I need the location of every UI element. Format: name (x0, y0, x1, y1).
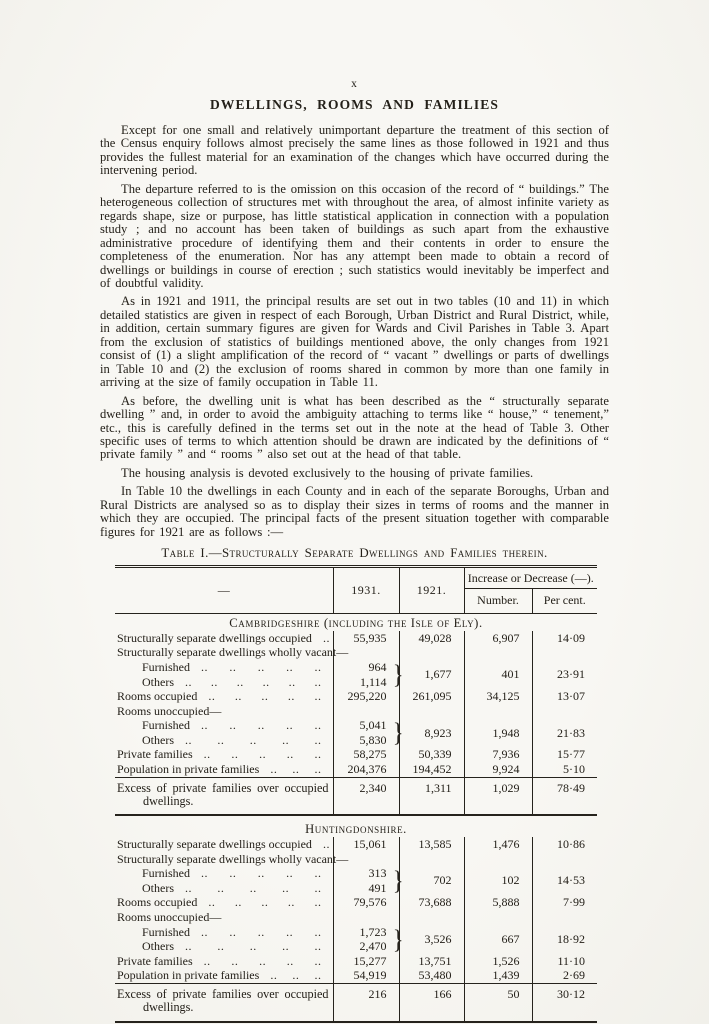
dot-leader-group: .. (322, 630, 330, 645)
cell-number: 1,948 (464, 719, 532, 748)
brace-icon: } (392, 660, 404, 690)
page-content (100, 0, 609, 1023)
table-row (115, 910, 597, 925)
dot-leader-group: .. (282, 732, 290, 747)
dot-leader-group: .. (292, 762, 300, 777)
dot-leader-group: .. (261, 689, 269, 704)
cell-1931: 1,723 (333, 925, 399, 940)
cell-1921 (392, 924, 464, 954)
dot-leader-group: .. (208, 689, 216, 704)
paragraph-6: In Table 10 the dwellings in each County and in each of the separate Boroughs, Urban and Rural Districts are analysed so as to display their sizes in terms of rooms and the manner in which they are occupied. The principal facts of the present situation together with comparable figures for 1921 are as follows :— (100, 484, 609, 539)
cell-number (464, 910, 532, 925)
dot-leader-group: .. (282, 939, 290, 954)
dot-leader-group: .. (203, 747, 211, 762)
dot-leader (259, 969, 331, 982)
cell-1931 (333, 704, 399, 719)
cell-1931: 204,376 (333, 763, 399, 778)
table-row (115, 660, 597, 675)
cell-percent: 7·99 (532, 896, 597, 911)
row-label-text: Others (142, 939, 174, 954)
cell-1921: 13,585 (399, 837, 464, 852)
table-row (115, 763, 597, 778)
cell-number (464, 704, 532, 719)
dot-leader-group: .. (210, 674, 218, 689)
row-label (115, 881, 333, 896)
cell-1921 (392, 866, 464, 896)
cell-1931: 79,576 (333, 896, 399, 911)
cell-percent: 21·83 (532, 719, 597, 748)
cell-1921-value: 1,677 (424, 667, 452, 682)
row-label (115, 896, 333, 911)
paragraph-5: The housing analysis is devoted exclusively to the housing of private families. (121, 465, 534, 480)
cell-1921 (399, 910, 464, 925)
cell-1921 (392, 718, 464, 748)
dot-leader-group: .. (201, 866, 208, 881)
dot-leader (174, 882, 332, 895)
dot-leader-group: .. (287, 689, 295, 704)
cell-number: 667 (464, 925, 532, 954)
row-label-flex (117, 940, 332, 953)
cell-1921-value: 3,526 (424, 931, 452, 946)
cell-1931: 216 (333, 984, 399, 1022)
row-label (115, 925, 333, 940)
cell-1921 (399, 852, 464, 867)
dot-leader-group: .. (231, 953, 239, 968)
cell-percent: 11·10 (532, 954, 597, 969)
dot-leader-group: .. (314, 747, 322, 762)
dot-leader (174, 734, 332, 747)
dot-leader-group: .. (249, 732, 257, 747)
dot-leader-group: .. (234, 689, 242, 704)
table-row (115, 646, 597, 661)
dot-leader-group: .. (292, 968, 300, 983)
brace-icon: } (392, 866, 404, 896)
cell-number: 102 (464, 867, 532, 896)
dot-leader-group: .. (286, 953, 294, 968)
cell-1921-value: 8,923 (424, 725, 452, 740)
table-row (115, 969, 597, 984)
row-label (115, 719, 333, 734)
row-label-text: Structurally separate dwellings wholly vacant— (117, 851, 349, 866)
table-row (115, 631, 597, 646)
dot-leader-group: .. (270, 762, 278, 777)
dot-leader (197, 896, 331, 909)
cell-1921: 53,480 (399, 969, 464, 984)
cell-percent: 14·09 (532, 631, 597, 646)
row-label-flex (117, 645, 349, 660)
dot-leader-group: .. (201, 718, 208, 733)
row-label (115, 969, 333, 984)
cell-number: 5,888 (464, 896, 532, 911)
dot-leader (197, 690, 331, 703)
dot-leader (193, 955, 332, 968)
cell-1931: 491 (333, 881, 399, 896)
row-label: Excess of private families over occupied dwellings. (115, 984, 333, 1022)
cell-1921: 49,028 (399, 631, 464, 646)
row-label-text: Furnished (142, 866, 190, 881)
row-label-flex (117, 882, 332, 895)
dot-leader-group: .. (286, 659, 294, 674)
dot-leader-group: .. (282, 880, 290, 895)
row-label (115, 660, 333, 675)
row-label-text: Private families (117, 747, 193, 762)
paragraph-3: As in 1921 and 1911, the principal results are set out in two tables (10 and 11) in which detailed statistics are given in respect of each Borough, Urban District and Rural District, while, in addition, certain summary figures are given for Wards and Civil Parishes in Table 3. Apart from the exclusion of statistics of buildings mentioned above, the only changes from 1921 consist of (1) a slight amplification of the record of “ vacant ” dwellings or parts of dwellings in Table 10 and (2) the exclusion of rooms shared in common by more than one family in arriving at the size of family occupation in Table 11. (100, 294, 609, 390)
dot-leader-group: .. (201, 659, 208, 674)
section-header-row (115, 614, 597, 632)
page-number: x (351, 78, 358, 90)
dot-leader-group: .. (314, 689, 322, 704)
cell-1931: 15,061 (333, 837, 399, 852)
dot-leader-group: .. (262, 674, 270, 689)
row-label-flex (117, 955, 332, 968)
row-label-flex (117, 763, 332, 776)
cell-number: 1,029 (464, 778, 532, 816)
cell-percent: 5·10 (532, 763, 597, 778)
dot-leader-group: .. (257, 659, 265, 674)
cell-1921: 73,688 (399, 896, 464, 911)
dot-leader-group: .. (261, 895, 269, 910)
row-label-flex (117, 734, 332, 747)
dot-leader-group: .. (286, 866, 294, 881)
cell-percent: 18·92 (532, 925, 597, 954)
dot-leader-group: .. (314, 674, 322, 689)
row-label-flex (117, 705, 332, 718)
cell-1931: 58,275 (333, 748, 399, 763)
dot-leader-group: .. (314, 924, 322, 939)
row-label (115, 954, 333, 969)
table-row (115, 690, 597, 705)
column-header-number: Number. (464, 589, 532, 614)
dot-leader-group: .. (322, 836, 330, 851)
dot-leader-group: .. (229, 924, 237, 939)
dot-leader-group: .. (257, 924, 265, 939)
row-label-flex (117, 851, 349, 866)
dot-leader-group: .. (259, 747, 267, 762)
statistics-table (115, 565, 597, 1022)
table-title: Table I.—Structurally Separate Dwellings and Families therein. (161, 546, 548, 561)
row-label-text: Others (142, 880, 174, 895)
dot-leader (259, 763, 331, 776)
dot-leader-group: .. (236, 674, 244, 689)
row-label (115, 645, 349, 661)
table-row (115, 925, 597, 940)
cell-percent: 13·07 (532, 690, 597, 705)
brace-icon: } (392, 718, 404, 748)
cell-1931: 15,277 (333, 954, 399, 969)
row-label (115, 837, 333, 852)
row-label-text: Furnished (142, 718, 190, 733)
column-header-change: Increase or Decrease (—). (464, 567, 597, 589)
cell-1931: 5,830 (333, 733, 399, 748)
column-header-blank: — (115, 567, 333, 614)
row-label (115, 690, 333, 705)
cell-1931: 55,935 (333, 631, 399, 646)
dot-leader-group: .. (229, 866, 237, 881)
dot-leader-group: .. (270, 968, 278, 983)
row-label-text: Structurally separate dwellings wholly vacant— (117, 645, 349, 660)
row-label (115, 851, 349, 867)
cell-1931: 54,919 (333, 969, 399, 984)
column-header-1931: 1931. (333, 567, 399, 614)
cell-number: 1,526 (464, 954, 532, 969)
dot-leader (174, 676, 332, 689)
cell-1931: 1,114 (333, 675, 399, 690)
cell-number: 50 (464, 984, 532, 1022)
dot-leader-group: .. (288, 674, 296, 689)
row-label-flex (117, 926, 332, 939)
row-label-flex (117, 632, 332, 645)
dot-leader-group: .. (185, 674, 192, 689)
cell-1921-value: 702 (433, 873, 452, 888)
table-header (115, 567, 597, 614)
row-label (115, 704, 333, 719)
cell-1921 (399, 704, 464, 719)
cell-1931: 2,470 (333, 940, 399, 955)
dot-leader (190, 719, 332, 732)
row-label: Excess of private families over occupied dwellings. (115, 778, 333, 816)
row-label (115, 940, 333, 955)
brace-icon: } (392, 924, 404, 954)
dot-leader-group: .. (286, 718, 294, 733)
dot-leader-group: .. (314, 732, 322, 747)
cell-number: 6,907 (464, 631, 532, 646)
row-label-flex (117, 969, 332, 982)
cell-percent: 78·49 (532, 778, 597, 816)
table-row (115, 954, 597, 969)
table-row (115, 719, 597, 734)
dot-leader-group: .. (229, 659, 237, 674)
row-label (115, 733, 333, 748)
table-row (115, 704, 597, 719)
dot-leader (312, 632, 339, 645)
row-label-text: Structurally separate dwellings occupied (117, 630, 312, 645)
dot-leader-group: .. (185, 880, 192, 895)
cell-1921: 261,095 (399, 690, 464, 705)
cell-1931: 295,220 (333, 690, 399, 705)
cell-1921: 194,452 (399, 763, 464, 778)
dot-leader-group: .. (287, 895, 295, 910)
dot-leader-group: .. (217, 939, 225, 954)
column-header-1921: 1921. (399, 567, 464, 614)
dot-leader-group: .. (201, 924, 208, 939)
dot-leader-group: .. (259, 953, 267, 968)
row-label (115, 748, 333, 763)
cell-percent (532, 704, 597, 719)
cell-1921 (399, 646, 464, 661)
cell-number (464, 646, 532, 661)
excess-row (115, 984, 597, 1022)
cell-1921: 13,751 (399, 954, 464, 969)
cell-1931: 313 (333, 867, 399, 882)
row-label-flex (117, 867, 332, 880)
cell-1921: 50,339 (399, 748, 464, 763)
row-label-flex (117, 690, 332, 703)
dot-leader (190, 661, 332, 674)
dot-leader-group: .. (231, 747, 239, 762)
paragraph-1: Except for one small and relatively unimportant departure the treatment of this section of the Census enquiry follows almost precisely the same lines as those followed in 1921 and thus provides the fullest material for an examination of the changes which have occurred during the intervening period. (100, 123, 609, 178)
cell-percent: 23·91 (532, 660, 597, 689)
row-label-flex (117, 896, 332, 909)
cell-percent: 30·12 (532, 984, 597, 1022)
header-row-1 (115, 567, 597, 589)
dot-leader-group: .. (257, 718, 265, 733)
row-label-text: Population in private families (117, 968, 260, 983)
row-label-flex (117, 838, 332, 851)
table-row (115, 896, 597, 911)
table-row (115, 867, 597, 882)
dot-leader-group: .. (208, 895, 216, 910)
cell-number: 1,439 (464, 969, 532, 984)
row-label-text: Rooms occupied (117, 895, 198, 910)
dot-leader (193, 748, 332, 761)
cell-number: 9,924 (464, 763, 532, 778)
dot-leader-group: .. (314, 866, 322, 881)
cell-1921: 1,311 (399, 778, 464, 816)
dot-leader-group: .. (185, 732, 192, 747)
section-name: Cambridgeshire (including the Isle of Ely). (229, 616, 483, 631)
row-label-flex (117, 911, 332, 924)
row-label-text: Rooms occupied (117, 689, 198, 704)
section-header-row (115, 815, 597, 837)
row-label (115, 675, 333, 690)
row-label (115, 631, 333, 646)
row-label-flex (117, 748, 332, 761)
cell-percent: 14·53 (532, 867, 597, 896)
column-header-percent: Per cent. (532, 589, 597, 614)
row-label-text: Population in private families (117, 762, 260, 777)
cell-percent (532, 910, 597, 925)
dot-leader-group: .. (314, 659, 322, 674)
dot-leader-group: .. (314, 968, 322, 983)
cell-number (464, 852, 532, 867)
table-row (115, 748, 597, 763)
dot-leader-group: .. (229, 718, 237, 733)
cell-1931: 5,041 (333, 719, 399, 734)
paragraph-4: As before, the dwelling unit is what has been described as the “ structurally separate dwelling ” and, in order to avoid the ambiguity attaching to terms like “ house,” “ tenement,” etc., this is carefully defined in the terms set out in the note at the head of Table 3. Other specific uses of terms to which attention should be drawn are indicated by the definitions of “ private family ” and “ rooms ” also set out at the head of that table. (100, 393, 609, 462)
dot-leader-group: .. (217, 732, 225, 747)
dot-leader-group: .. (314, 762, 322, 777)
row-label-text: Others (142, 674, 174, 689)
paragraph-2: The departure referred to is the omission on this occasion of the record of “ buildings.” The heterogeneous collection of structures met with throughout the area, of almost infinite variety as regards shape, size or purpose, has little statistical application in connection with a population study ; and no account has been taken of buildings as such apart from the exhaustive administrative procedure of identifying them and their contents in order to ensure the completeness of the enumeration. Nor has any attempt been made to obtain a record of dwellings or buildings in course of erection ; such statistics would inevitably be imperfect and of doubtful validity. (100, 181, 609, 290)
row-label-text: Furnished (142, 924, 190, 939)
row-label-text: Rooms unoccupied— (117, 909, 222, 924)
section-name: Huntingdonshire. (115, 815, 597, 837)
dot-leader (174, 940, 332, 953)
row-label (115, 763, 333, 778)
dot-leader (190, 867, 332, 880)
row-label-text: Private families (117, 953, 193, 968)
dot-leader-group: .. (249, 880, 257, 895)
dot-leader-group: .. (286, 924, 294, 939)
cell-percent: 2·69 (532, 969, 597, 984)
row-label-flex (117, 676, 332, 689)
dot-leader-group: .. (286, 747, 294, 762)
cell-percent: 10·86 (532, 837, 597, 852)
row-label-text: Furnished (142, 659, 190, 674)
dot-leader (312, 838, 339, 851)
row-label (115, 910, 333, 925)
cell-1921: 166 (399, 984, 464, 1022)
cell-percent (532, 852, 597, 867)
dot-leader-group: .. (234, 895, 242, 910)
row-label-text: Others (142, 732, 174, 747)
dot-leader-group: .. (185, 939, 192, 954)
table-body (115, 614, 597, 1022)
dot-leader-group: .. (314, 939, 322, 954)
table-row (115, 837, 597, 852)
dot-leader-group: .. (249, 939, 257, 954)
row-label-flex (117, 719, 332, 732)
row-label-flex (117, 661, 332, 674)
cell-1921 (392, 660, 464, 690)
dot-leader-group: .. (314, 895, 322, 910)
row-label-text: Structurally separate dwellings occupied (117, 836, 312, 851)
row-label-text: Rooms unoccupied— (117, 703, 222, 718)
dot-leader-group: .. (217, 880, 225, 895)
cell-number: 34,125 (464, 690, 532, 705)
dot-leader-group: .. (257, 866, 265, 881)
cell-1931 (333, 910, 399, 925)
cell-number: 7,936 (464, 748, 532, 763)
dot-leader-group: .. (314, 880, 322, 895)
dot-leader-group: .. (314, 953, 322, 968)
cell-percent (532, 646, 597, 661)
page-title: DWELLINGS, ROOMS AND FAMILIES (210, 97, 499, 112)
row-label (115, 867, 333, 882)
dot-leader-group: .. (314, 718, 322, 733)
cell-number: 401 (464, 660, 532, 689)
cell-1931: 2,340 (333, 778, 399, 816)
cell-1931: 964 (333, 660, 399, 675)
dot-leader-group: .. (203, 953, 211, 968)
table-row (115, 852, 597, 867)
cell-number: 1,476 (464, 837, 532, 852)
excess-row (115, 778, 597, 816)
cell-percent: 15·77 (532, 748, 597, 763)
dot-leader (190, 926, 332, 939)
